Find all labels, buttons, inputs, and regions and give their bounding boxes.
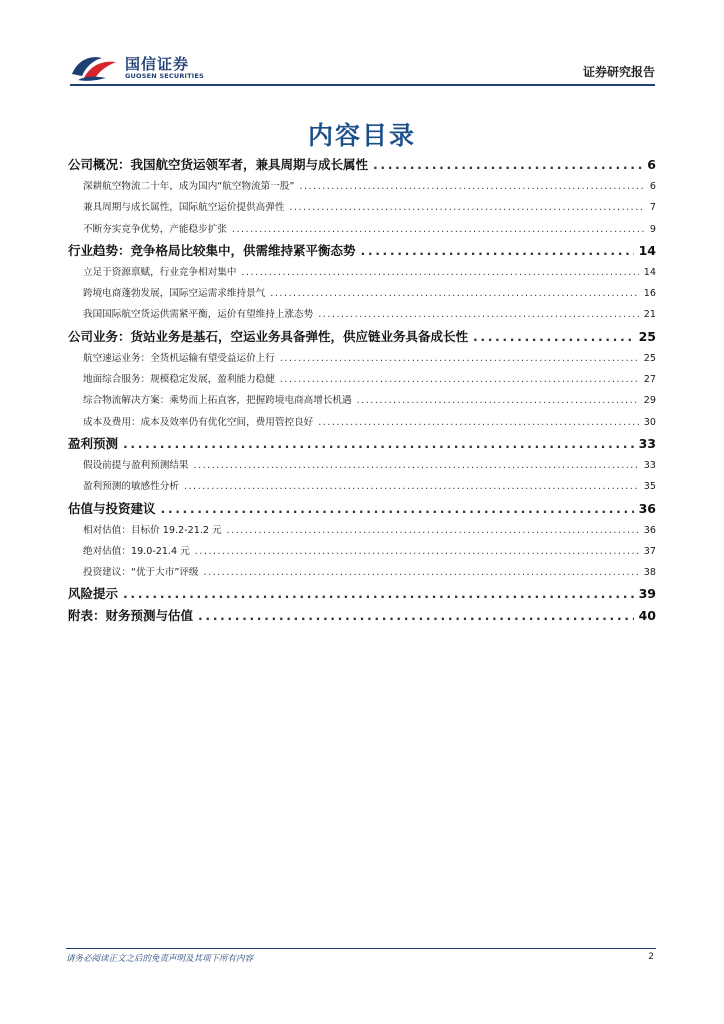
toc-entry-text: 投资建议：“优于大市”评级 <box>83 567 199 579</box>
toc-entry-page: 21 <box>643 309 656 321</box>
toc-entry-subsection[interactable] <box>68 219 656 240</box>
toc-entry-page: 9 <box>649 223 656 235</box>
toc-entry-section[interactable] <box>68 154 656 176</box>
header-divider <box>70 84 655 86</box>
toc-entry-text: 跨境电商蓬勃发展，国际空运需求维持景气 <box>83 288 266 300</box>
toc-entry-page: 36 <box>643 524 656 536</box>
toc-entry-page: 35 <box>643 481 656 493</box>
toc-leader-dots <box>473 326 634 348</box>
toc-entry-page: 25 <box>638 328 656 344</box>
toc-entry-section[interactable] <box>68 498 656 520</box>
toc-leader-dots <box>198 605 634 627</box>
toc-leader-dots <box>203 562 638 583</box>
toc-entry-subsection[interactable] <box>68 176 656 197</box>
toc-leader-dots <box>361 240 634 262</box>
toc-leader-dots <box>195 541 639 562</box>
toc-entry-subsection[interactable] <box>68 197 656 218</box>
toc-entry-page: 27 <box>643 374 656 386</box>
toc-leader-dots <box>184 476 639 497</box>
page-header <box>70 50 655 84</box>
toc-leader-dots <box>194 455 639 476</box>
toc-entry-text: 行业趋势：竞争格局比较集中，供需维持紧平衡态势 <box>68 242 356 258</box>
toc-entry-page: 37 <box>643 545 656 557</box>
toc-entry-text: 公司业务：货站业务是基石，空运业务具备弹性，供应链业务具备成长性 <box>68 328 469 344</box>
toc-leader-dots <box>357 390 639 411</box>
toc-entry-page: 29 <box>643 395 656 407</box>
toc-entry-page: 33 <box>643 459 656 471</box>
guosen-logo-icon <box>70 52 118 82</box>
toc-entry-section[interactable] <box>68 326 656 348</box>
toc-leader-dots <box>318 304 639 325</box>
toc-entry-text: 兼具周期与成长属性，国际航空运价提供高弹性 <box>83 202 285 214</box>
toc-title: 内容目录 <box>307 121 416 150</box>
toc-entry-text: 公司概况：我国航空货运领军者，兼具周期与成长属性 <box>68 157 369 172</box>
toc-entry-subsection[interactable] <box>68 562 656 583</box>
toc-entry-page: 25 <box>643 352 656 364</box>
toc-entry-subsection[interactable] <box>68 455 656 476</box>
report-type-label: 证券研究报告 <box>582 65 655 79</box>
toc-entry-text: 估值与投资建议 <box>68 500 156 516</box>
toc-entry-text: 我国国际航空货运供需紧平衡，运价有望维持上涨态势 <box>83 309 314 321</box>
toc-entry-page: 6 <box>649 181 656 192</box>
footer-divider <box>66 948 656 949</box>
toc-entry-text: 假设前提与盈利预测结果 <box>83 459 189 471</box>
toc-leader-dots <box>280 348 639 369</box>
toc-entry-page: 33 <box>638 435 656 451</box>
toc-entry-text: 航空速运业务：全货机运输有望受益运价上行 <box>83 352 275 364</box>
toc-leader-dots <box>242 262 639 283</box>
toc-leader-dots <box>123 583 634 605</box>
toc-entry-page: 36 <box>638 500 656 516</box>
toc-entry-page: 6 <box>647 157 656 172</box>
toc-entry-text: 绝对估值：19.0-21.4 元 <box>83 545 190 557</box>
toc-entry-page: 40 <box>638 608 656 624</box>
toc-leader-dots <box>280 369 639 390</box>
logo-text-cn: 国信证券 <box>125 55 190 73</box>
toc-entry-subsection[interactable] <box>68 520 656 541</box>
toc-entry-subsection[interactable] <box>68 262 656 283</box>
toc-entry-text: 盈利预测 <box>68 435 119 451</box>
toc-entry-text: 立足于资源禀赋，行业竞争相对集中 <box>83 266 237 278</box>
toc-entry-text: 综合物流解决方案：乘势而上拓直客，把握跨境电商高增长机遇 <box>83 395 352 407</box>
guosen-logo <box>70 52 230 82</box>
toc-entry-section[interactable] <box>68 583 656 605</box>
toc-entry-page: 14 <box>638 242 656 258</box>
toc-entry-subsection[interactable] <box>68 283 656 304</box>
footer-disclaimer: 请务必阅读正文之后的免责声明及其项下所有内容 <box>66 954 254 964</box>
toc-entry-text: 地面综合服务：规模稳定发展，盈利能力稳健 <box>83 374 275 386</box>
toc-entry-text: 成本及费用：成本及效率仍有优化空间，费用管控良好 <box>83 416 314 428</box>
toc-entry-text: 盈利预测的敏感性分析 <box>83 481 179 493</box>
toc-entry-page: 30 <box>643 416 656 428</box>
toc-leader-dots <box>232 219 645 240</box>
toc-leader-dots <box>270 283 639 304</box>
toc-entry-text: 附表：财务预测与估值 <box>68 608 194 624</box>
toc-leader-dots <box>123 433 634 455</box>
table-of-contents <box>68 154 656 627</box>
toc-entry-subsection[interactable] <box>68 390 656 411</box>
toc-leader-dots <box>161 498 634 520</box>
toc-entry-text: 深耕航空物流二十年，成为国内“航空物流第一股” <box>83 181 295 192</box>
toc-entry-text: 相对估值：目标价 19.2-21.2 元 <box>83 524 222 536</box>
toc-entry-section[interactable] <box>68 433 656 455</box>
toc-leader-dots <box>289 197 644 218</box>
toc-entry-page: 7 <box>649 202 656 214</box>
logo-text-en: GUOSEN SECURITIES <box>125 72 204 80</box>
toc-entry-subsection[interactable] <box>68 541 656 562</box>
toc-leader-dots <box>318 412 639 433</box>
toc-entry-subsection[interactable] <box>68 304 656 325</box>
toc-entry-text: 风险提示 <box>68 586 119 602</box>
toc-leader-dots <box>299 176 644 197</box>
toc-entry-page: 38 <box>643 567 656 579</box>
toc-entry-section[interactable] <box>68 240 656 262</box>
toc-entry-subsection[interactable] <box>68 412 656 433</box>
toc-leader-dots <box>227 520 639 541</box>
toc-entry-subsection[interactable] <box>68 476 656 497</box>
toc-entry-page: 39 <box>638 586 656 602</box>
toc-entry-section[interactable] <box>68 605 656 627</box>
toc-entry-subsection[interactable] <box>68 369 656 390</box>
toc-entry-page: 16 <box>643 288 656 300</box>
toc-entry-text: 不断夯实竞争优势，产能稳步扩张 <box>83 223 227 235</box>
toc-entry-page: 14 <box>643 266 656 278</box>
toc-entry-subsection[interactable] <box>68 348 656 369</box>
toc-leader-dots <box>373 154 642 176</box>
page-number: 2 <box>648 952 654 962</box>
